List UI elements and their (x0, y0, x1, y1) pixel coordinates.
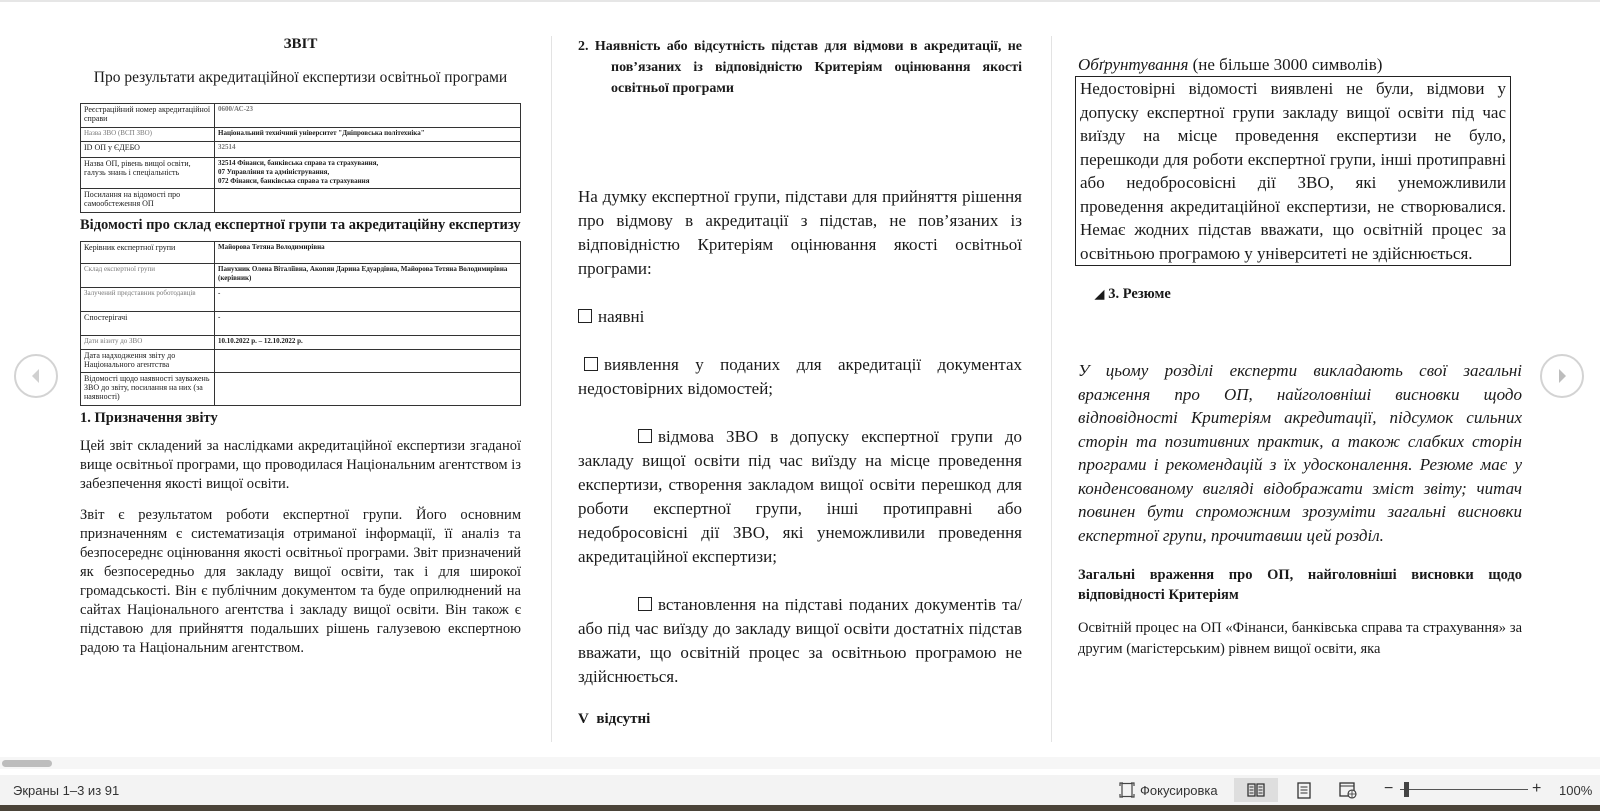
accreditation-info-table (80, 103, 521, 213)
expert-group-table (80, 241, 521, 406)
table-cell-value (215, 373, 521, 406)
table-cell-value (215, 158, 521, 189)
paragraph: Освітній процес на ОП «Фінанси, банківська справа та страхування» за другим (магістерським) рівнем вищої освіти, яка (1078, 620, 1522, 657)
check-mark: V (578, 711, 589, 727)
document-page-1 (80, 36, 521, 670)
resume-heading-label: 3. Резюме (1108, 286, 1171, 302)
table-cell-value: Панухник Олена Віталіївна, Акопян Дарина Едуардівна, Майорова Тетяна Володимирівна (керівник) (215, 264, 521, 288)
table-row (81, 242, 521, 264)
zoom-level[interactable]: 100% (1559, 783, 1593, 798)
paragraph: Цей звіт складений за наслідками акредитаційної експертизи згаданої вище освітньої програми, що проводилася Національним агентством із забезпечення якості вищої освіти. (80, 438, 521, 492)
zoom-slider[interactable] (1400, 789, 1528, 790)
general-impressions-heading: Загальні враження про ОП, найголовніші висновки щодо відповідності Критеріям (1078, 567, 1522, 603)
paragraph: Звіт є результатом роботи експертної групи. Його основним призначенням є систематизація отриманої інформації, її аналіз та безпосереднє оцінювання якості освітньої програми. Звіт призначений як безпосередньо для закладу вищої освіти, так і для широкої громадськості. Він є публічним документом та буде оприлюднений на сайтах Національного агентства і закладу вищої освіти. Він також є підставою для прийняття подальших рішень галузевою експертною радою та Національним агентством. (80, 507, 521, 656)
table-cell-value: - (215, 312, 521, 336)
table-cell-value (215, 189, 521, 213)
page-divider (1051, 36, 1052, 742)
table-cell-label: Керівник експертної групи (81, 242, 215, 264)
table-cell-label: Відомості щодо наявності зауважень ЗВО до звіту, посилання на них (за наявності) (81, 373, 215, 406)
table-row (81, 189, 521, 213)
option-refusal (578, 425, 1022, 569)
paragraph: На думку експертної групи, підстави для прийняття рішення про відмову в акредитації з підстав, не пов’язаних із відповідністю Критеріям оцінювання якості освітньої програми: (578, 187, 1022, 278)
table-cell-value: 10.10.2022 р. – 12.10.2022 р. (215, 336, 521, 350)
read-mode-icon (1247, 782, 1265, 798)
table-cell-label: Реєстраційний номер акредитаційної справи (81, 104, 215, 128)
table-row (81, 312, 521, 336)
option-label: виявлення у поданих для акредитації документах недостовірних відомостей; (578, 355, 1022, 398)
table-row (81, 142, 521, 158)
section-heading-report-purpose: 1. Призначення звіту (80, 410, 218, 426)
justification-heading (1078, 54, 1522, 76)
chevron-right-icon (1552, 366, 1572, 386)
table-cell-label: Дати візиту до ЗВО (81, 336, 215, 350)
table-cell-value: Національний технічний університет "Дніпровська політехніка" (215, 128, 521, 142)
checkbox-icon (578, 309, 592, 323)
section-heading-expert-group: Відомості про склад експертної групи та акредитаційну експертизу (80, 217, 521, 233)
op-line: 32514 Фінанси, банківська справа та страхування, (218, 159, 379, 167)
op-line: 07 Управління та адміністрування, (218, 168, 330, 176)
checkbox-icon (638, 429, 652, 443)
zoom-in-button[interactable]: + (1532, 780, 1542, 797)
option-absent (578, 711, 1022, 728)
table-row (81, 264, 521, 288)
option-label: наявні (598, 307, 645, 326)
previous-screen-button[interactable] (14, 354, 58, 398)
horizontal-scrollbar[interactable] (0, 757, 1600, 769)
table-row (81, 158, 521, 189)
print-layout-button[interactable] (1282, 778, 1326, 802)
op-line: 072 Фінанси, банківська справа та страхування (218, 177, 370, 185)
justification-box: Недостовірні відомості виявлені не були, відмови у допуску експертної групи закладу вищої освіти під час виїзду на місце проведення експертизи не було, перешкоди для роботи експертної групи, інші протиправні або недобросовісні дії ЗВО, які унеможливили проведення акредитаційної експертизи, не створювалися. Немає жодних підстав вважати, що освітній процес за освітньою програмою у університеті не здійснюється. (1075, 76, 1511, 266)
page-divider (551, 36, 552, 742)
status-bar (0, 775, 1600, 805)
table-cell-value: - (215, 288, 521, 312)
resume-intro: У цьому розділі експерти викладають свої загальні враження про ОП, найголовніші висновки щодо відповідності Критеріям акредитації, підсумок сильних сторін та позитивних практик, а також слабких сторін програми і рекомендацій з їх удосконалення. Резюме має у конденсованому вигляді відображати зміст звіту; читач повинен бути спроможним зрозуміти загальні висновки експертної групи, прочитавши цей розділ. (1078, 361, 1522, 545)
scrollbar-thumb[interactable] (2, 760, 52, 767)
table-cell-label: Назва ЗВО (ВСП ЗВО) (81, 128, 215, 142)
table-cell-value (215, 350, 521, 373)
focus-mode-button[interactable] (1115, 778, 1222, 802)
table-cell-label: Назва ОП, рівень вищої освіти, галузь знань і спеціальність (81, 158, 215, 189)
report-subtitle: Про результати акредитаційної експертизи освітньої програми (93, 69, 508, 86)
table-cell-label: Склад експертної групи (81, 264, 215, 288)
document-page-3 (1078, 36, 1522, 660)
option-present (578, 305, 1022, 329)
table-cell-value: 32514 (215, 142, 521, 158)
table-cell-value: Майорова Тетяна Володимирівна (215, 242, 521, 264)
table-row (81, 336, 521, 350)
table-row (81, 373, 521, 406)
justification-limit: (не більше 3000 символів) (1192, 55, 1383, 74)
table-cell-label: Спостерігачі (81, 312, 215, 336)
next-screen-button[interactable] (1540, 354, 1584, 398)
option-label: відсутні (596, 711, 651, 727)
focus-mode-icon (1119, 782, 1135, 798)
window-top-border (0, 0, 1600, 2)
print-layout-icon (1297, 782, 1311, 799)
table-row (81, 350, 521, 373)
table-cell-label: ID ОП у ЄДЕБО (81, 142, 215, 158)
section-heading-refusal-grounds: 2. Наявність або відсутність підстав для відмови в акредитації, не пов’язаних із відповідністю Критеріям оцінювання якості освітньої програми (578, 39, 1022, 96)
report-title: ЗВІТ (283, 36, 318, 52)
table-cell-value: 0600/АС-23 (215, 104, 521, 128)
zoom-slider-thumb[interactable] (1404, 782, 1409, 797)
option-not-conducted (578, 593, 1022, 689)
table-cell-label: Залучений представник роботодавців (81, 288, 215, 312)
focus-mode-label: Фокусировка (1140, 782, 1218, 798)
web-layout-button[interactable] (1326, 778, 1370, 802)
table-row (81, 128, 521, 142)
table-row (81, 104, 521, 128)
justification-label: Обґрунтування (1078, 55, 1189, 74)
resume-heading (1095, 286, 1522, 303)
option-unreliable-info (578, 353, 1022, 401)
checkbox-icon (638, 597, 652, 611)
zoom-out-button[interactable]: − (1384, 780, 1394, 797)
table-row (81, 288, 521, 312)
chevron-left-icon (26, 366, 46, 386)
option-label: відмова ЗВО в допуску експертної групи до закладу вищої освіти під час виїзду на місце проведення експертизи, створення закладом вищої освіти перешкод для роботи експертної групи, інші протиправні або недобросовісні дії ЗВО, які унеможливили проведення акредитаційної експертизи; (578, 427, 1022, 566)
taskbar-edge (0, 805, 1600, 811)
document-page-2 (578, 36, 1022, 728)
option-label: встановлення на підставі поданих документів та/або під час виїзду до закладу вищої освіти достатніх підстав вважати, що освітній процес за освітньою програмою не здійснюється. (578, 595, 1022, 686)
page-counter: Экраны 1–3 из 91 (13, 783, 120, 798)
table-cell-label: Дата надходження звіту до Національного агентства (81, 350, 215, 373)
read-mode-button[interactable] (1234, 778, 1278, 802)
table-cell-label: Посилання на відомості про самообстеження ОП (81, 189, 215, 213)
checkbox-icon (584, 357, 598, 371)
collapse-triangle-icon[interactable]: ◢ (1095, 287, 1105, 301)
web-layout-icon (1339, 782, 1357, 799)
